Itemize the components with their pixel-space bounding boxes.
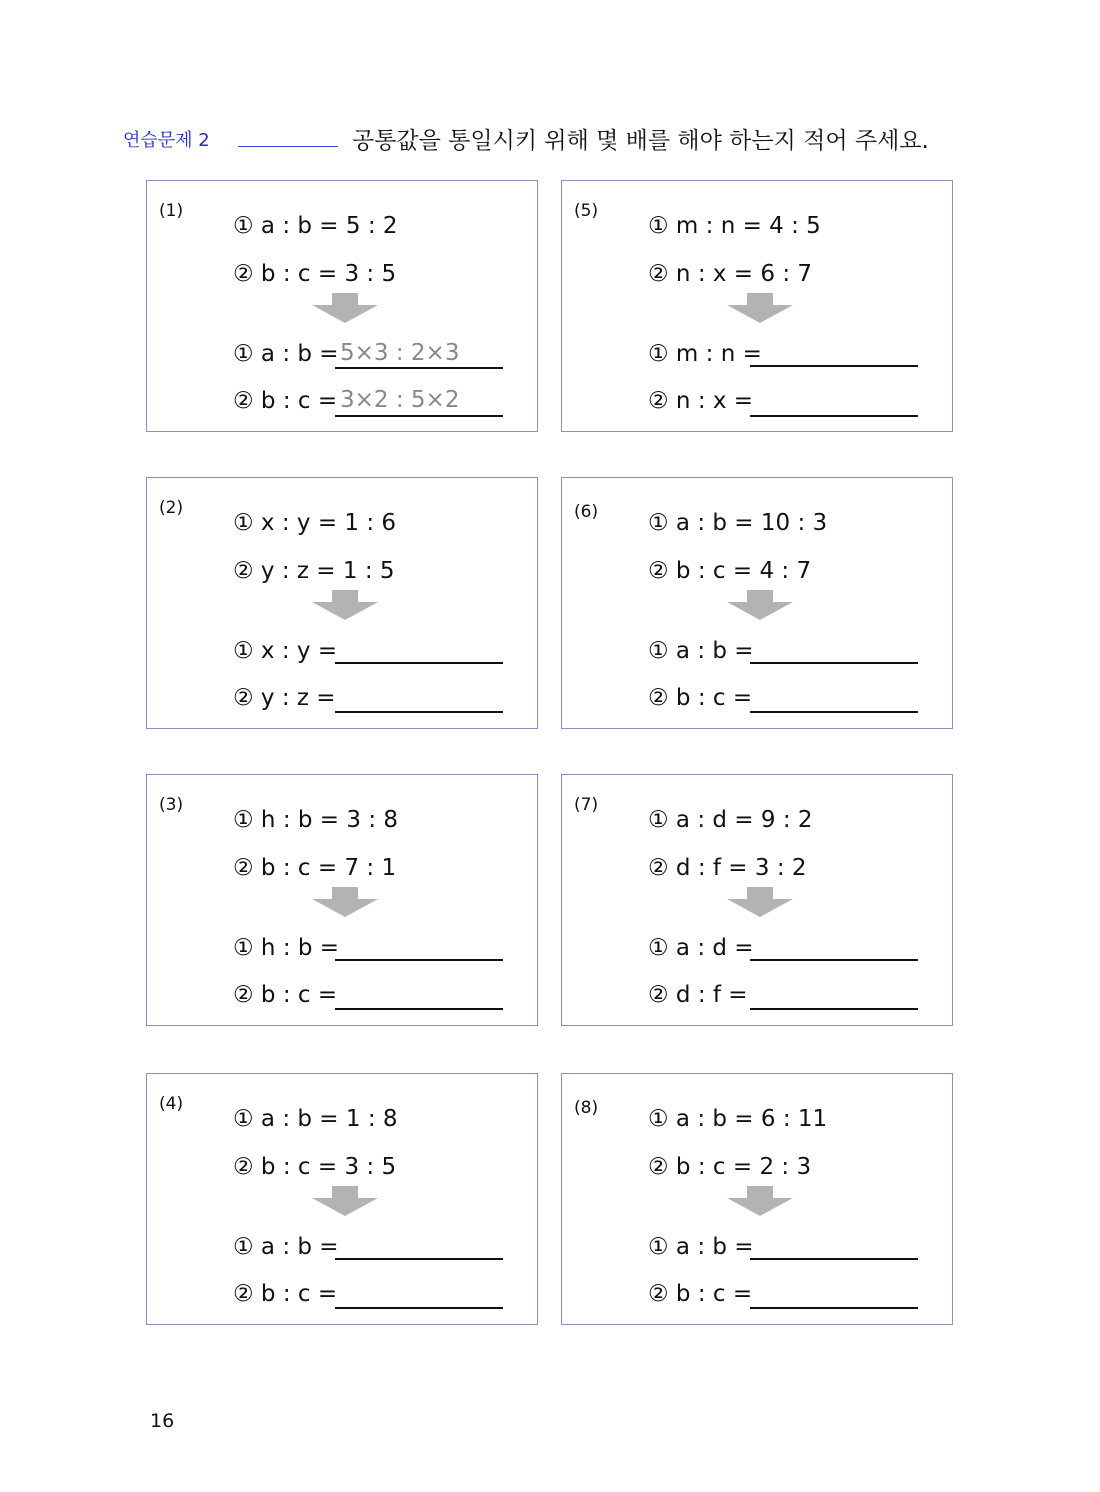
down-arrow-icon [312,887,378,917]
problem-number: (2) [159,498,184,518]
problem-box-8 [561,1073,953,1325]
exercise-label: 연습문제 2 [123,130,210,151]
answer-label-1: ① a : b = [233,341,339,367]
down-arrow-icon [312,590,378,620]
answer-label-2: ② b : c = [233,388,338,414]
answer-label-2: ② d : f = [648,982,748,1008]
given-ratio-1: ① a : b = 1 : 8 [233,1106,398,1132]
given-ratio-1: ① a : b = 10 : 3 [648,510,828,536]
answer-label-2: ② b : c = [648,1281,753,1307]
given-ratio-1: ① h : b = 3 : 8 [233,807,399,833]
given-ratio-2: ② b : c = 3 : 5 [233,1154,397,1180]
given-ratio-2: ② d : f = 3 : 2 [648,855,807,881]
given-ratio-2: ② b : c = 4 : 7 [648,558,812,584]
problem-box-3 [146,774,538,1026]
answer-label-2: ② b : c = [233,1281,338,1307]
problem-box-1 [146,180,538,432]
down-arrow-icon [727,293,793,323]
answer-blank-1[interactable] [750,365,918,367]
given-ratio-2: ② b : c = 2 : 3 [648,1154,812,1180]
answer-blank-2[interactable] [750,415,918,417]
answer-label-1: ① m : n = [648,341,762,367]
given-ratio-1: ① a : b = 5 : 2 [233,213,398,239]
given-ratio-1: ① a : b = 6 : 11 [648,1106,828,1132]
answer-blank-2[interactable] [335,1008,503,1010]
given-ratio-2: ② n : x = 6 : 7 [648,261,813,287]
problem-number: (5) [574,201,599,221]
down-arrow-icon [727,1186,793,1216]
answer-blank-1[interactable] [335,367,503,369]
given-ratio-1: ① x : y = 1 : 6 [233,510,397,536]
answer-blank-2[interactable] [750,711,918,713]
answer-blank-2[interactable] [750,1008,918,1010]
answer-blank-2[interactable] [335,415,503,417]
problem-box-2 [146,477,538,729]
problem-number: (3) [159,795,184,815]
problem-number: (6) [574,502,599,522]
answer-label-2: ② n : x = [648,388,754,414]
down-arrow-icon [312,293,378,323]
instruction-text: 공통값을 통일시키 위해 몇 배를 해야 하는지 적어 주세요. [352,128,929,154]
answer-blank-1[interactable] [750,662,918,664]
answer-label-1: ① a : b = [648,1234,754,1260]
given-ratio-1: ① m : n = 4 : 5 [648,213,821,239]
answer-blank-2[interactable] [335,1307,503,1309]
answer-blank-1[interactable] [335,662,503,664]
answer-label-2: ② y : z = [233,685,336,711]
problem-box-4 [146,1073,538,1325]
answer-label-1: ① a : b = [648,638,754,664]
down-arrow-icon [312,1186,378,1216]
answer-blank-1[interactable] [750,959,918,961]
answer-label-1: ① a : b = [233,1234,339,1260]
answer-label-1: ① h : b = [233,935,340,961]
given-ratio-2: ② y : z = 1 : 5 [233,558,395,584]
problem-box-5 [561,180,953,432]
name-blank-line [238,146,338,147]
example-answer-2: 3×2 : 5×2 [340,387,460,413]
problem-number: (8) [574,1098,599,1118]
problem-number: (7) [574,795,599,815]
answer-blank-2[interactable] [750,1307,918,1309]
answer-label-2: ② b : c = [233,982,338,1008]
answer-label-1: ① x : y = [233,638,338,664]
problem-number: (1) [159,201,184,221]
answer-label-2: ② b : c = [648,685,753,711]
problem-box-7 [561,774,953,1026]
down-arrow-icon [727,590,793,620]
given-ratio-2: ② b : c = 7 : 1 [233,855,397,881]
page-number: 16 [150,1410,175,1432]
answer-blank-1[interactable] [750,1258,918,1260]
answer-blank-2[interactable] [335,711,503,713]
answer-label-1: ① a : d = [648,935,754,961]
problem-number: (4) [159,1094,184,1114]
example-answer-1: 5×3 : 2×3 [340,340,460,366]
down-arrow-icon [727,887,793,917]
answer-blank-1[interactable] [335,1258,503,1260]
answer-blank-1[interactable] [335,959,503,961]
given-ratio-1: ① a : d = 9 : 2 [648,807,813,833]
problem-box-6 [561,477,953,729]
given-ratio-2: ② b : c = 3 : 5 [233,261,397,287]
